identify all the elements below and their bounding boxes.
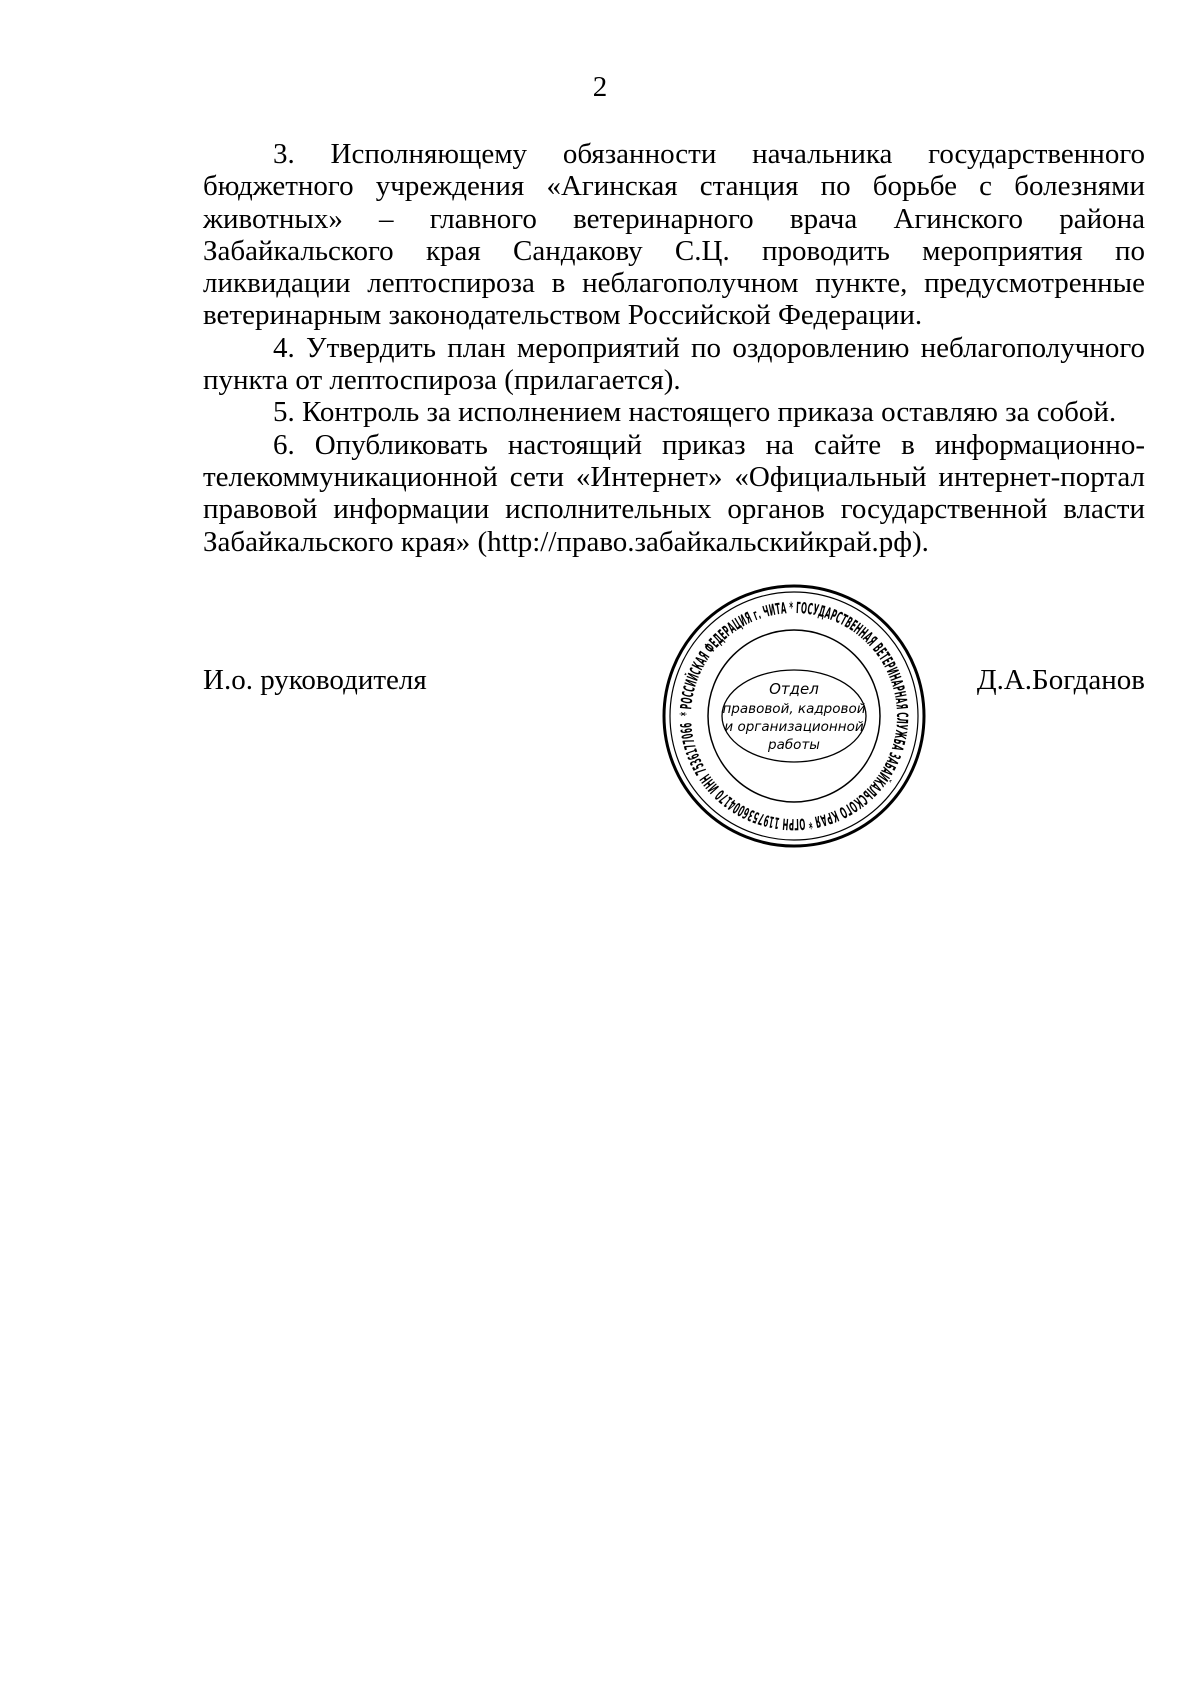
official-seal — [660, 582, 928, 850]
page-number: 2 — [592, 71, 608, 103]
paragraph-item-5: 5. Контроль за исполнением настоящего приказа оставляю за собой. — [273, 396, 1117, 429]
paragraph-item-4: 4. Утвердить план мероприятий по оздоровлению неблагополучного пункта от лептоспироза (прилагается). — [203, 331, 1145, 397]
seal-inner-line-1: Отдел — [769, 680, 819, 698]
paragraph-item-6: 6. Опубликовать настоящий приказ на сайте в информационно-телекоммуникационной сети «Интернет» «Официальный интернет-портал правовой информации исполнительных органов государственной власти Забайкальского края» (http://право.забайкальскийкрай.рф). — [203, 428, 1145, 558]
seal-inner-line-2: правовой, кадровой — [722, 701, 866, 717]
signatory-name: Д.А.Богданов — [976, 664, 1145, 696]
seal-graphic — [660, 582, 928, 850]
order-body — [203, 138, 1145, 558]
signatory-title: И.о. руководителя — [203, 664, 427, 696]
seal-inner-line-3: и организационной — [724, 719, 864, 735]
seal-ring-text: * РОССИЙСКАЯ ФЕДЕРАЦИЯ г. ЧИТА * ГОСУДАРСТВЕННАЯ ВЕТЕРИНАРНАЯ СЛУЖБА ЗАБАЙКАЛЬСКОГО КРАЯ * ОГРН 1197536004170 ИНН 7536177066 — [676, 598, 912, 834]
seal-inner-line-4: работы — [768, 737, 820, 753]
paragraph-item-3: 3. Исполняющему обязанности начальника государственного бюджетного учреждения «Агинская станция по борьбе с болезнями животных» – главного ветеринарного врача Агинского района Забайкальского края Сандакову С.Ц. проводить мероприятия по ликвидации лептоспироза в неблагополучном пункте, предусмотренные ветеринарным законодательством Российской Федерации. — [203, 138, 1145, 332]
